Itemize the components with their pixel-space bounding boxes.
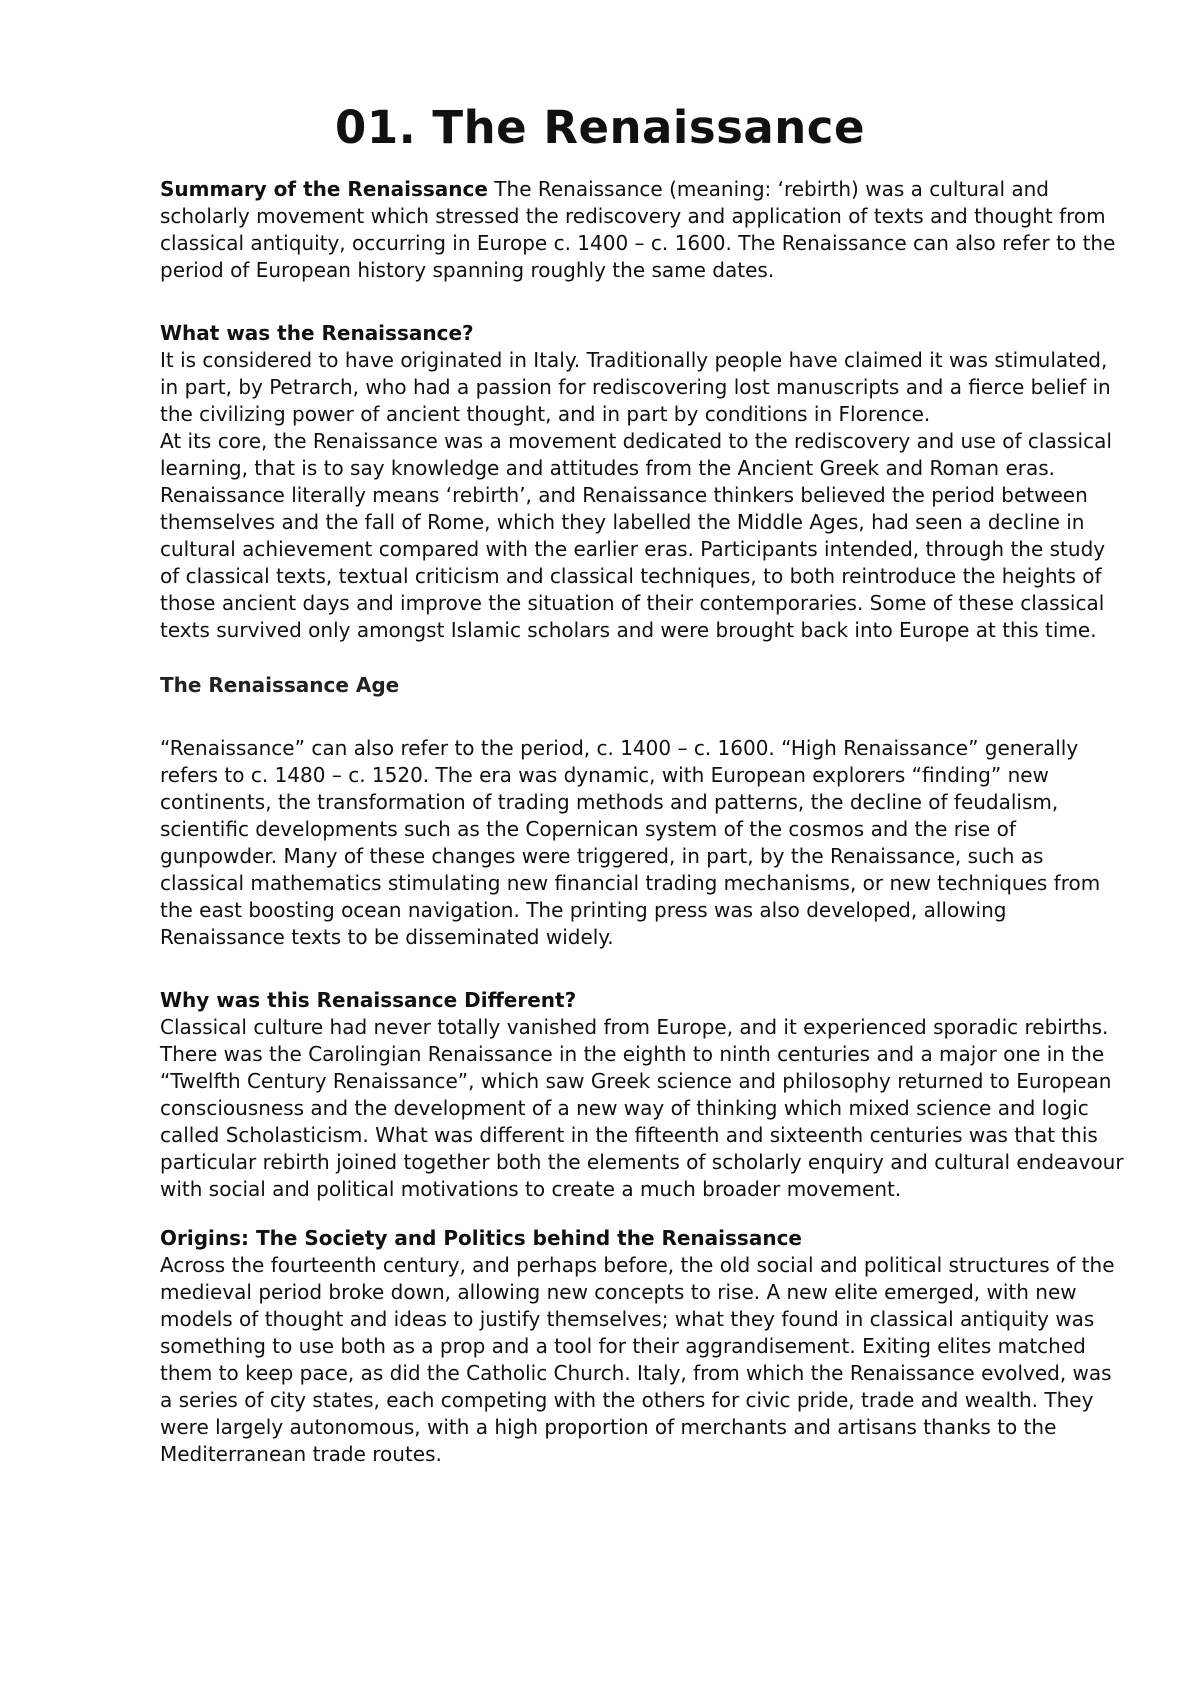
summary-paragraph (160, 176, 1130, 284)
age-heading: The Renaissance Age (160, 673, 400, 697)
summary-heading: Summary of the Renaissance (160, 177, 488, 201)
summary-text: The Renaissance (meaning: ‘rebirth) was a cultural and scholarly movement which stressed the rediscovery and application of texts and thought from classical antiquity, occurring in Europe c. 1400 – c. 1600. The Renaissance can also refer to the period of European history spanning roughly the same dates. (160, 177, 1116, 282)
origins-heading: Origins: The Society and Politics behind the Renaissance (160, 1226, 802, 1250)
what-was-paragraph-2: At its core, the Renaissance was a movement dedicated to the rediscovery and use of classical learning, that is to say knowledge and attitudes from the Ancient Greek and Roman eras. Renaissance literally means ‘rebirth’, and Renaissance thinkers believed the period between themselves and the fall of Rome, which they labelled the Middle Ages, had seen a decline in cultural achievement compared with the earlier eras. Participants intended, through the study of classical texts, textual criticism and classical techniques, to both reintroduce the heights of those ancient days and improve the situation of their contemporaries. Some of these classical texts survived only amongst Islamic scholars and were brought back into Europe at this time. (160, 429, 1112, 642)
origins-paragraph: Across the fourteenth century, and perhaps before, the old social and political structures of the medieval period broke down, allowing new concepts to rise. A new elite emerged, with new models of thought and ideas to justify themselves; what they found in classical antiquity was something to use both as a prop and a tool for their aggrandisement. Exiting elites matched them to keep pace, as did the Catholic Church. Italy, from which the Renaissance evolved, was a series of city states, each competing with the others for civic pride, trade and wealth. They were largely autonomous, with a high proportion of merchants and artisans thanks to the Mediterranean trade routes. (160, 1253, 1115, 1466)
what-was-heading: What was the Renaissance? (160, 321, 474, 345)
what-was-paragraph-1: It is considered to have originated in Italy. Traditionally people have claimed it was stimulated, in part, by Petrarch, who had a passion for rediscovering lost manuscripts and a fierce belief in the civilizing power of ancient thought, and in part by conditions in Florence. (160, 348, 1111, 426)
document-title: 01. The Renaissance (335, 101, 865, 154)
different-paragraph: Classical culture had never totally vanished from Europe, and it experienced sporadic rebirths. There was the Carolingian Renaissance in the eighth to ninth centuries and a major one in the “Twelfth Century Renaissance”, which saw Greek science and philosophy returned to European consciousness and the development of a new way of thinking which mixed science and logic called Scholasticism. What was different in the fifteenth and sixteenth centuries was that this particular rebirth joined together both the elements of scholarly enquiry and cultural endeavour with social and political motivations to create a much broader movement. (160, 1015, 1124, 1201)
different-heading: Why was this Renaissance Different? (160, 988, 577, 1012)
age-paragraph: “Renaissance” can also refer to the period, c. 1400 – c. 1600. “High Renaissance” generally refers to c. 1480 – c. 1520. The era was dynamic, with European explorers “finding” new continents, the transformation of trading methods and patterns, the decline of feudalism, scientific developments such as the Copernican system of the cosmos and the rise of gunpowder. Many of these changes were triggered, in part, by the Renaissance, such as classical mathematics stimulating new financial trading mechanisms, or new techniques from the east boosting ocean navigation. The printing press was also developed, allowing Renaissance texts to be disseminated widely. (160, 736, 1101, 949)
